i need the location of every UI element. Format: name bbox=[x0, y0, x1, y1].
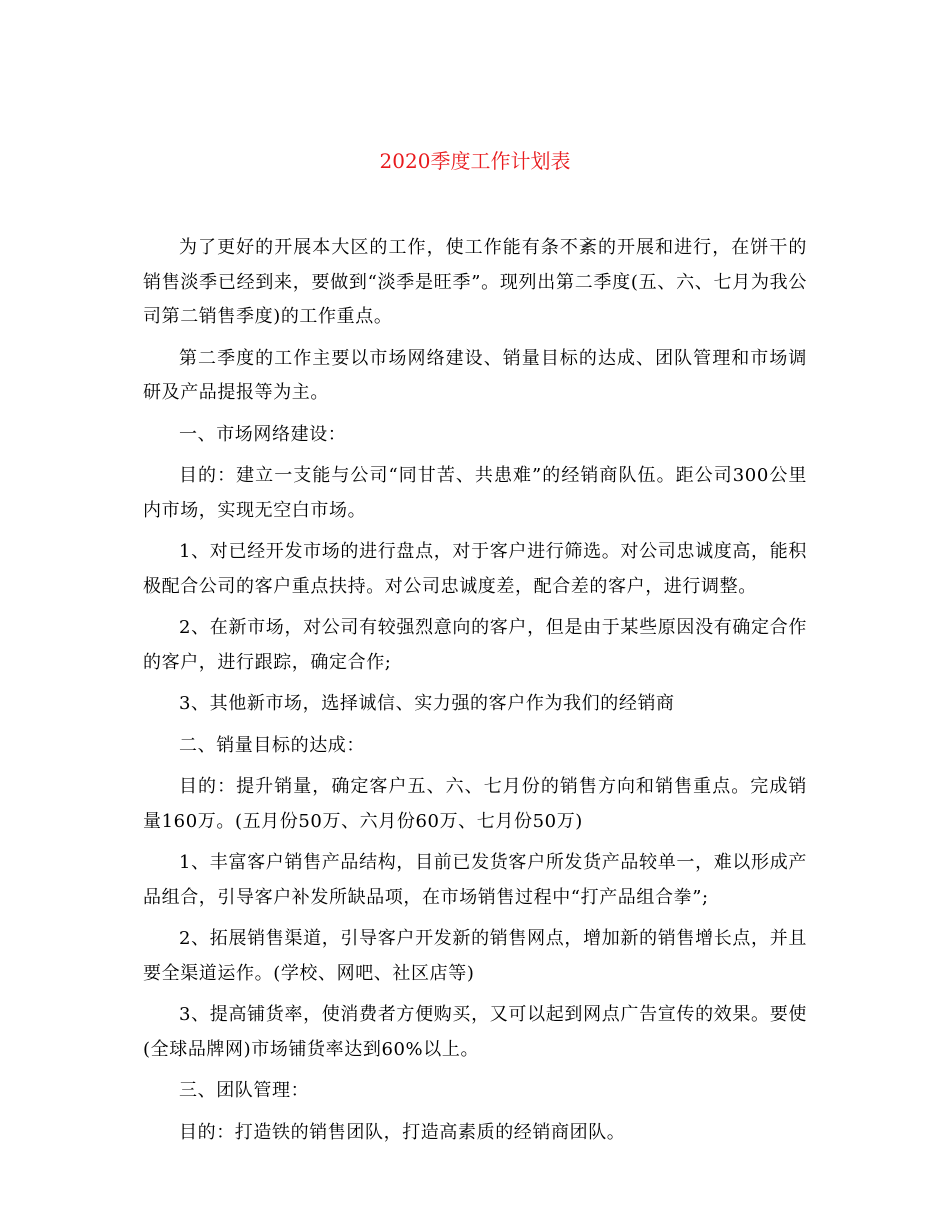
section-heading-sales: 二、销量目标的达成： bbox=[179, 734, 365, 756]
team-goal-paragraph: 目的：打造铁的销售团队，打造高素质的经销商团队。 bbox=[179, 1121, 626, 1143]
section-heading-network: 一、市场网络建设： bbox=[179, 423, 347, 445]
sales-item-1: 1、丰富客户销售产品结构，目前已发货客户所发货产品较单一，难以形成产品组合，引导客户补发所缺品项，在市场销售过程中“打产品组合拳”; bbox=[143, 852, 807, 908]
network-item-1: 1、对已经开发市场的进行盘点，对于客户进行筛选。对公司忠诚度高，能积极配合公司的客户重点扶持。对公司忠诚度差，配合差的客户，进行调整。 bbox=[143, 541, 807, 597]
overview-paragraph: 第二季度的工作主要以市场网络建设、销量目标的达成、团队管理和市场调研及产品提报等为主。 bbox=[143, 347, 807, 403]
section-heading-team: 三、团队管理： bbox=[179, 1080, 310, 1101]
network-goal-paragraph: 目的：建立一支能与公司“同甘苦、共患难”的经销商队伍。距公司300公里内市场，实现无空白市场。 bbox=[143, 465, 807, 521]
network-item-2: 2、在新市场，对公司有较强烈意向的客户，但是由于某些原因没有确定合作的客户，进行跟踪，确定合作; bbox=[143, 617, 807, 673]
network-item-3: 3、其他新市场，选择诚信、实力强的客户作为我们的经销商 bbox=[179, 693, 675, 714]
intro-paragraph: 为了更好的开展本大区的工作，使工作能有条不紊的开展和进行，在饼干的销售淡季已经到来，要做到“淡季是旺季”。现列出第二季度(五、六、七月为我公司第二销售季度)的工作重点。 bbox=[143, 237, 807, 327]
sales-goal-paragraph: 目的：提升销量，确定客户五、六、七月份的销售方向和销售重点。完成销量160万。(五月份50万、六月份60万、七月份50万) bbox=[143, 776, 807, 832]
document-title: 2020季度工作计划表 bbox=[379, 149, 571, 173]
sales-item-2: 2、拓展销售渠道，引导客户开发新的销售网点，增加新的销售增长点，并且要全渠道运作。(学校、网吧、社区店等) bbox=[143, 928, 807, 984]
sales-item-3: 3、提高铺货率，使消费者方便购买，又可以起到网点广告宣传的效果。要使(全球品牌网)市场铺货率达到60%以上。 bbox=[143, 1004, 807, 1060]
document-body bbox=[143, 231, 807, 1157]
